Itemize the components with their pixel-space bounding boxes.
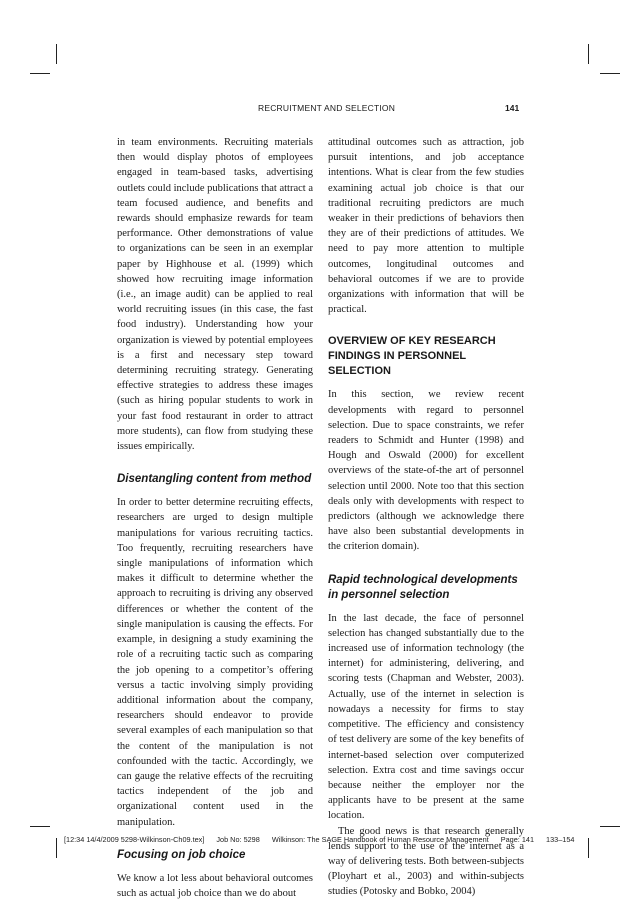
subheading-job-choice: Focusing on job choice	[117, 848, 246, 861]
footer-page: Page: 141	[500, 835, 535, 844]
crop-mark-bottom-left-h	[30, 826, 50, 827]
right-paragraph-2: In this section, we review recent developments with regard to personnel selection. Due to space constraints, we refer readers to Schmidt and Hunter (1998) and Hough and Oswald (2000) for excellent overviews of the state-of-the art of personnel selection until 2000. Note too that this section deals only with developments with respect to predictors (although we acknowledge there have also been substantial developments in the criterion domain).	[328, 389, 524, 553]
left-column	[117, 135, 313, 901]
right-column	[328, 135, 524, 900]
crop-mark-top-left-h	[30, 73, 50, 74]
subheading-disentangling: Disentangling content from method	[117, 473, 312, 486]
left-paragraph-3: We know a lot less about behavioral outcomes such as actual job choice than we do about	[117, 872, 313, 899]
right-paragraph-4: The good news is that research generally lends support to the use of the internet as a way of delivering tests. Both between-subjects (Ployhart et al., 2003) and within-subjects studies (Potosky and Bobko, 2004)	[328, 825, 524, 898]
left-paragraph-2: In order to better determine recruiting effects, researchers are urged to design multiple manipulations for various recruiting tactics. Too frequently, recruiting researchers have single manipulations of information which makes it difficult to determine whether the approach to recruiting is driving any observed differences or whether the content of the single manipulation is causing the effects. For example, in designing a study examining the role of a recruiting tactic such as comparing the job opening to a competitor’s offering versus a tactic involving simply providing additional information about the company, researchers should endeavor to provide several examples of each manipulation so that the content of the manipulation is not confounded with the tactic. Accordingly, we can gauge the relative effects of the recruiting tactics independent of the job and organizational content used in the manipulation.	[117, 497, 313, 828]
crop-mark-top-left	[56, 44, 57, 64]
right-paragraph-1: attitudinal outcomes such as attraction, job pursuit intentions, and job acceptance intentions. What is clear from the few studies examining actual job choice is that our traditional recruiting predictors are much weaker in their predictions of behaviors then they are of their predictions of attitudes. We need to pay more attention to multiple outcomes, longitudinal outcomes and behavioral outcomes if we are to provide organizations with information that will be practical.	[328, 137, 524, 316]
crop-mark-top-right-h	[600, 73, 620, 74]
running-head	[0, 103, 638, 117]
running-title: RECRUITMENT AND SELECTION	[258, 103, 396, 113]
print-footer	[64, 835, 574, 844]
page-number: 141	[505, 103, 520, 113]
footer-job: Job No: 5298	[216, 835, 260, 844]
right-paragraph-3: In the last decade, the face of personnel selection has changed substantially due to the increased use of information technology (the internet) for administering, delivering, and scoring tests (Chapman and Webster, 2003). Actually, use of the internet in selection is nowadays a necessity for firms to stay competitive. The efficiency and consistency of test delivery are some of the key benefits of internet-based selection over computerized selection. Extra cost and time savings occur because neither the employer nor the applicants have to be present at the same location.	[328, 612, 524, 822]
footer-book: Wilkinson: The SAGE Handbook of Human Resource Management	[271, 835, 489, 844]
subheading-technological: Rapid technological developments in personnel selection	[328, 573, 518, 601]
left-paragraph-1: in team environments. Recruiting materials then would display photos of employees engaged in team-based tasks, advertising outlets could include publications that attract a team focused audience, and benefits and rewards should emphasize rewards for team performance. Other demonstrations of value to organizations can be seen in an exemplar paper by Highhouse et al. (1999) which showed how recruiting image information (i.e., an image audit) can be applied to real world recruiting issues (in this case, the fast food industry). Understanding how your organization is viewed by potential employees is a first and necessary step toward determining recruiting strategy. Generating effective strategies to address these images (such as hiring popular students to work in your fast food restaurant in order to attract more students), can flow from studying these issues empirically.	[117, 137, 313, 453]
footer-range: 133–154	[546, 835, 575, 844]
footer-timestamp: [12:34 14/4/2009 5298-Wilkinson-Ch09.tex]	[64, 835, 205, 844]
crop-mark-bottom-right	[588, 838, 589, 858]
crop-mark-bottom-left	[56, 838, 57, 858]
section-heading-overview: OVERVIEW OF KEY RESEARCH FINDINGS IN PERSONNEL SELECTION	[328, 335, 496, 378]
crop-mark-bottom-right-h	[600, 826, 620, 827]
crop-mark-top-right	[588, 44, 589, 64]
